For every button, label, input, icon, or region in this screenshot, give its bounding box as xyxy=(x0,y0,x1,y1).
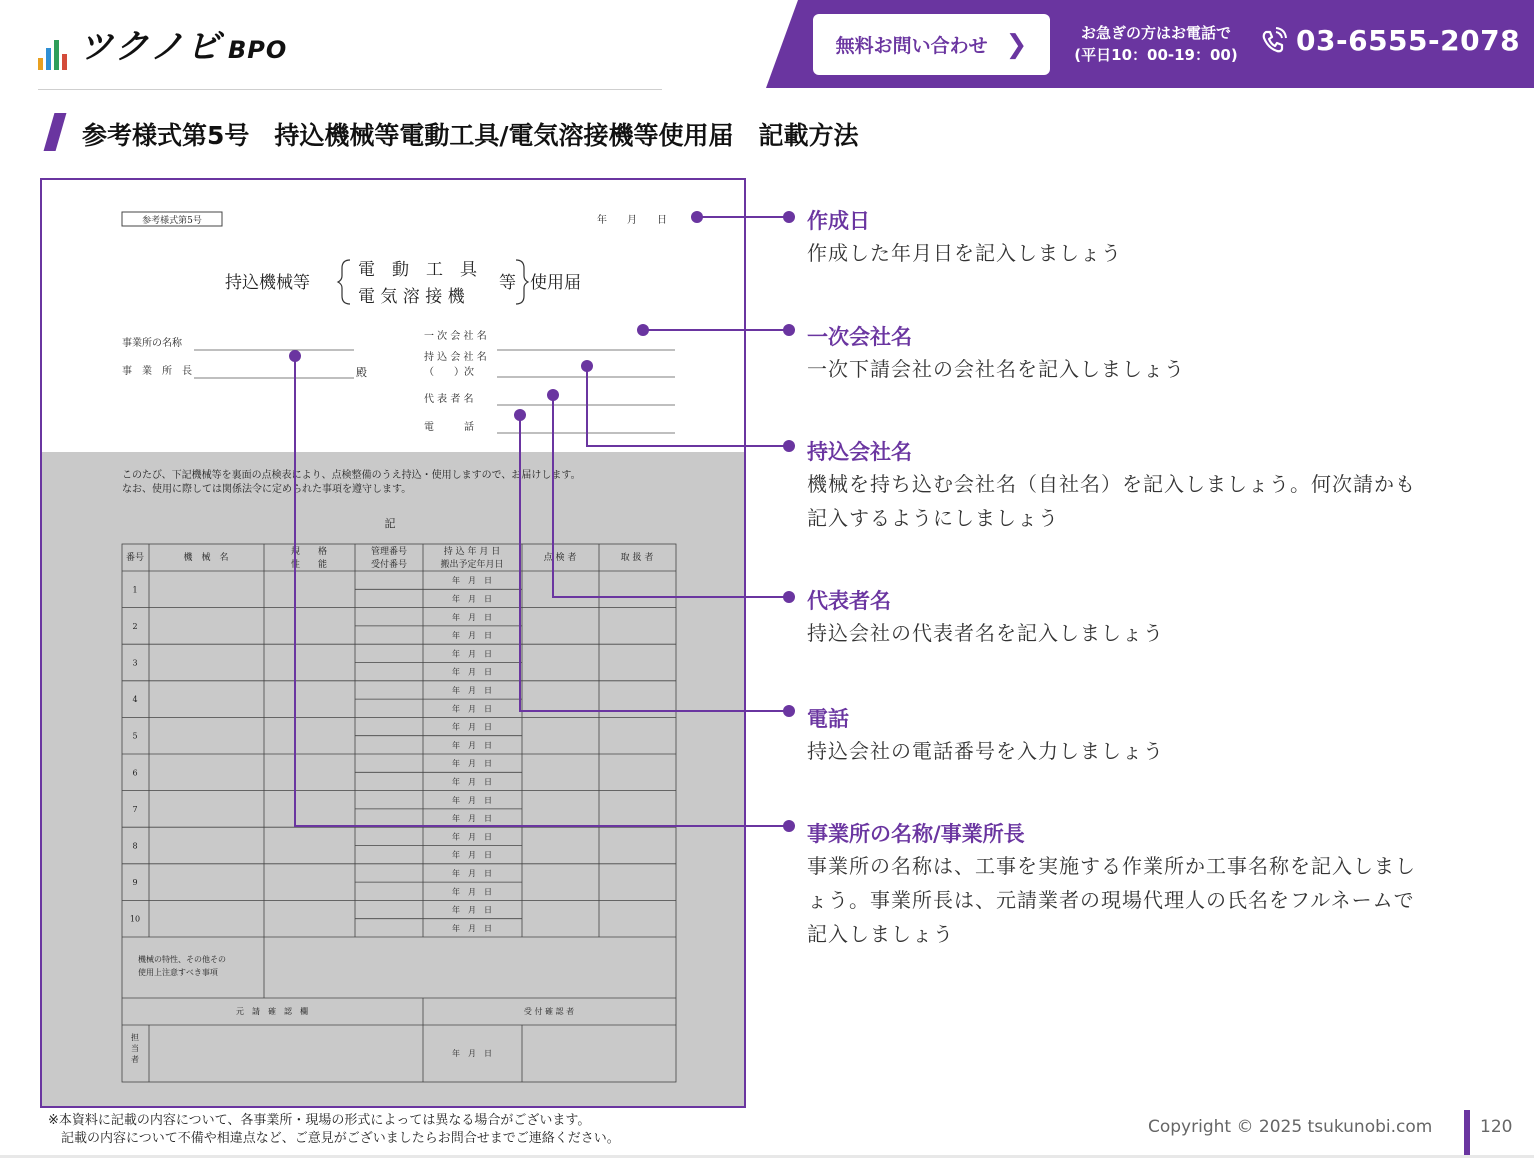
contact-button-label: 無料お問い合わせ xyxy=(835,35,988,57)
table-row-date: 年 月 日 xyxy=(452,649,492,659)
table-row-date: 年 月 日 xyxy=(452,722,492,732)
annotation-bring-desc: 機械を持ち込む会社名（自社名）を記入しましょう。何次請かも 記入するようにしましょう xyxy=(807,472,1416,530)
annotation-office-desc: 事業所の名称は、工事を実施する作業所か工事名称を記入しまし ょう。事業所長は、元請業者の現場代理人の氏名をフルネームで 記入しましょう xyxy=(807,854,1416,946)
table-row-date: 年 月 日 xyxy=(452,868,492,878)
svg-text:点 検 者: 点 検 者 xyxy=(543,553,577,563)
table-row-date: 年 月 日 xyxy=(452,667,492,677)
table-row-date: 年 月 日 xyxy=(452,795,492,805)
header-divider xyxy=(38,89,662,90)
form-body-line2: なお、使用に際しては関係法令に定められた事項を遵守します。 xyxy=(122,484,412,495)
svg-text:担当者: 担当者 xyxy=(131,1033,139,1064)
svg-text:使用上注意すべき事項: 使用上注意すべき事項 xyxy=(138,968,218,977)
annotation-tel-title: 電話 xyxy=(807,707,849,731)
annotation-date-title: 作成日 xyxy=(807,209,870,233)
chevron-right-icon: ❯ xyxy=(1005,29,1028,60)
form-primary-company: 一 次 会 社 名 xyxy=(424,331,487,342)
annotation-date-desc: 作成した年月日を記入しましょう xyxy=(807,241,1122,265)
annotation-tel-desc: 持込会社の電話番号を入力しましょう xyxy=(807,739,1164,763)
machine-table-footer xyxy=(131,954,574,1064)
phone-icon xyxy=(1258,26,1288,56)
table-row-date: 年 月 日 xyxy=(452,887,492,897)
table-row-date: 年 月 日 xyxy=(452,631,492,641)
form-title-power-tools: 電 動 工 具 xyxy=(358,260,477,280)
svg-text:管理番号: 管理番号 xyxy=(370,547,408,557)
machine-table xyxy=(122,544,676,1082)
svg-text:番号: 番号 xyxy=(125,553,145,563)
annotation-rep-desc: 持込会社の代表者名を記入しましょう xyxy=(807,621,1164,645)
svg-text:年 月 日: 年 月 日 xyxy=(452,1049,492,1058)
svg-text:規 格: 規 格 xyxy=(290,547,328,557)
form-date: 年 月 日 xyxy=(597,215,667,226)
svg-text:性 能: 性 能 xyxy=(290,560,328,570)
table-row-number: 4 xyxy=(132,695,138,705)
table-row-number: 2 xyxy=(132,621,138,631)
table-row-number: 9 xyxy=(132,878,138,888)
table-row-date: 年 月 日 xyxy=(452,740,492,750)
svg-text:取 扱 者: 取 扱 者 xyxy=(620,553,654,563)
table-row-number: 5 xyxy=(132,731,138,741)
svg-text:搬出予定年月日: 搬出予定年月日 xyxy=(440,560,504,570)
annotation-rep-title: 代表者名 xyxy=(807,589,891,613)
table-row-date: 年 月 日 xyxy=(452,759,492,769)
form-title-welders: 電 気 溶 接 機 xyxy=(358,287,465,307)
form-office-name: 事業所の名称 xyxy=(122,338,182,349)
table-row-date: 年 月 日 xyxy=(452,777,492,787)
annotation-bring-title: 持込会社名 xyxy=(807,440,912,464)
urgent-call-text: お急ぎの方はお電話で (平日10：00-19：00) xyxy=(1074,24,1238,64)
form-representative: 代 表 者 名 xyxy=(424,394,474,405)
form-drawing xyxy=(42,180,744,1106)
form-tel: 電 話 xyxy=(424,422,474,433)
annotation-office-title: 事業所の名称/事業所長 xyxy=(807,822,1025,846)
table-row-number: 8 xyxy=(132,841,138,851)
page-accent-bar xyxy=(1464,1110,1470,1156)
table-row-date: 年 月 日 xyxy=(452,905,492,915)
table-row-date: 年 月 日 xyxy=(452,612,492,622)
form-title-right: 使用届 xyxy=(530,273,581,293)
form-title-left: 持込機械等 xyxy=(225,273,310,293)
phone-number: 03-6555-2078 xyxy=(1296,24,1521,57)
machine-table-headers xyxy=(126,545,653,570)
svg-text:持 込 年 月 日: 持 込 年 月 日 xyxy=(443,547,501,557)
copyright: Copyright © 2025 tsukunobi.com xyxy=(1148,1117,1433,1137)
form-number: 参考様式第5号 xyxy=(142,216,202,226)
form-bring-company: 持 込 会 社 名 xyxy=(424,352,487,363)
form-document xyxy=(40,178,746,1108)
form-office-head: 事 業 所 長 xyxy=(122,366,192,377)
form-ki: 記 xyxy=(384,517,396,530)
table-row-date: 年 月 日 xyxy=(452,850,492,860)
svg-text:機械の特性、その他その: 機械の特性、その他その xyxy=(138,955,226,964)
page-title: 参考様式第5号 持込機械等電動工具/電気溶接機等使用届 記載方法 xyxy=(82,121,859,150)
table-row-number: 6 xyxy=(132,768,138,778)
table-row-number: 3 xyxy=(132,658,138,668)
table-row-date: 年 月 日 xyxy=(452,923,492,933)
table-row-date: 年 月 日 xyxy=(452,814,492,824)
svg-text:受付番号: 受付番号 xyxy=(370,560,408,570)
table-row-number: 10 xyxy=(129,914,141,924)
table-row-date: 年 月 日 xyxy=(452,576,492,586)
table-row-number: 7 xyxy=(132,804,138,814)
page-number: 120 xyxy=(1480,1117,1513,1137)
form-tier: （ ）次 xyxy=(424,367,474,378)
svg-text:元 請 確 認 欄: 元 請 確 認 欄 xyxy=(236,1007,308,1016)
svg-text:受 付 確 認 者: 受 付 確 認 者 xyxy=(523,1007,575,1016)
annotation-primary-desc: 一次下請会社の会社名を記入しましょう xyxy=(807,357,1185,381)
table-row-date: 年 月 日 xyxy=(452,685,492,695)
title-accent-bar xyxy=(44,113,67,151)
annotation-primary-title: 一次会社名 xyxy=(807,325,912,349)
form-dono: 殿 xyxy=(356,366,367,379)
logo-bars-icon xyxy=(38,40,67,70)
form-body-line1: このたび、下記機械等を裏面の点検表により、点検整備のうえ持込・使用しますので、お届けします。 xyxy=(122,470,581,481)
logo-text: ツクノビ BPO xyxy=(79,27,288,67)
table-row-date: 年 月 日 xyxy=(452,832,492,842)
phone-contact[interactable] xyxy=(1258,24,1520,57)
form-title-to: 等 xyxy=(499,273,516,293)
table-row-date: 年 月 日 xyxy=(452,594,492,604)
contact-button[interactable] xyxy=(813,14,1050,75)
svg-text:機 械 名: 機 械 名 xyxy=(183,553,229,563)
table-row-date: 年 月 日 xyxy=(452,704,492,714)
table-row-number: 1 xyxy=(132,585,138,595)
brand-logo[interactable] xyxy=(38,26,287,70)
footer-notes: ※本資料に記載の内容について、各事業所・現場の形式によっては異なる場合がございます。 記載の内容について不備や相違点など、ご意見がございましたらお問合せまでご連絡ください。 xyxy=(48,1113,620,1146)
